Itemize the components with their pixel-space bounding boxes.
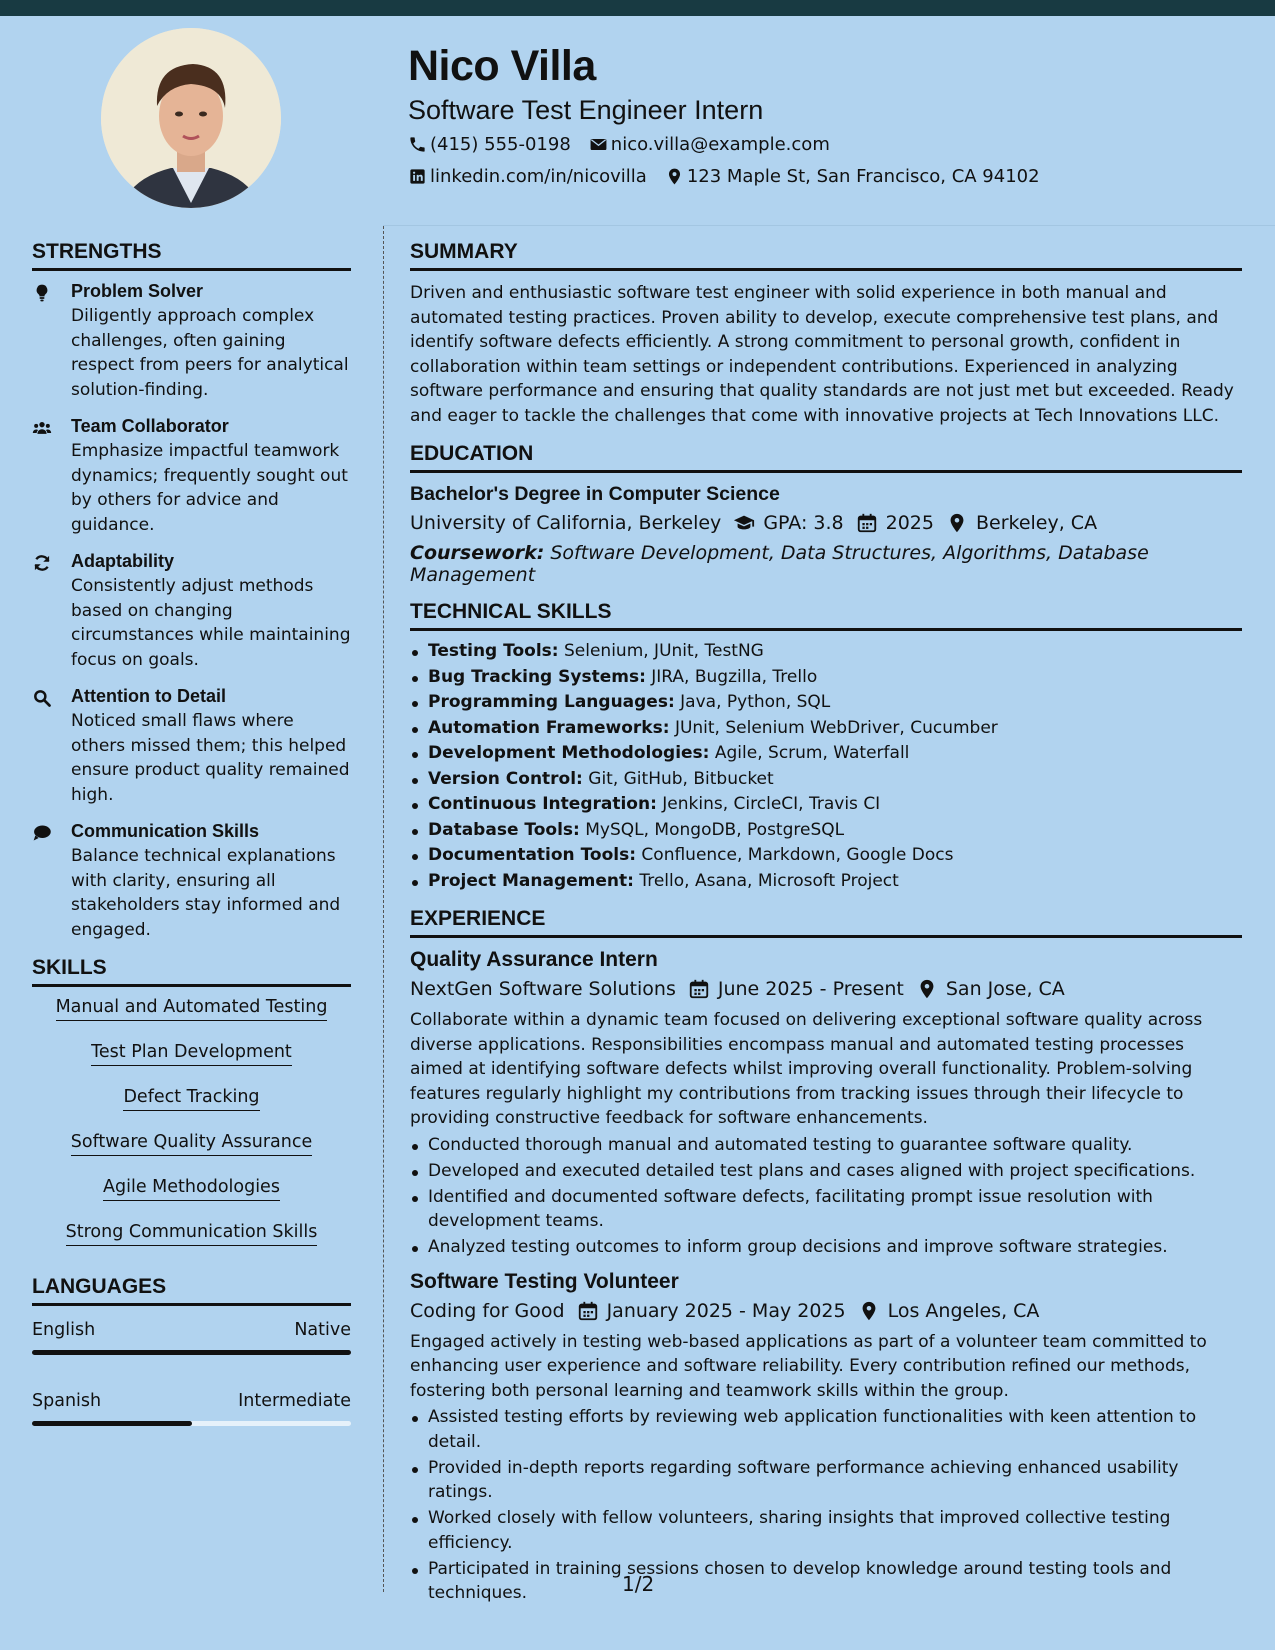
skill-tag: Test Plan Development (91, 1042, 292, 1066)
technical-skill-value: Confluence, Markdown, Google Docs (641, 845, 954, 865)
calendar-icon (577, 1300, 599, 1322)
technical-skill-value: JIRA, Bugzilla, Trello (651, 666, 818, 687)
technical-skills-heading: TECHNICAL SKILLS (410, 600, 1242, 631)
strength-desc: Noticed small flaws where others missed them; this helped ensure product quality remained high. (71, 711, 350, 805)
technical-skill-label: Testing Tools: (428, 641, 559, 661)
strengths-heading: STRENGTHS (32, 240, 351, 271)
profile-photo (101, 28, 281, 208)
technical-skill-item (410, 869, 1242, 894)
job-meta (410, 1300, 1242, 1322)
summary-text: Driven and enthusiastic software test engineer with solid experience in both manual and automated testing practices. Proven ability to develop, execute comprehensive test plans, and identify software defects efficiently. A strong commitment to personal growth, confident in collaboration within team settings or independent contributions. Experienced in analyzing software performance and ensuring that quality standards are not just met but exceeded. Ready and eager to tackle the challenges that come with innovative projects at Tech Innovations LLC. (410, 283, 1234, 426)
job-bullet: Identified and documented software defects, facilitating prompt issue resolution with development teams. (410, 1185, 1242, 1234)
technical-skills-list (410, 639, 1242, 893)
strength-item (32, 686, 351, 807)
calendar-icon (856, 512, 878, 534)
skills-heading: SKILLS (32, 956, 351, 987)
school-location: Berkeley, CA (975, 512, 1098, 534)
job-bullet: Conducted thorough manual and automated testing to guarantee software quality. (410, 1133, 1242, 1158)
strength-desc: Emphasize impactful teamwork dynamics; frequently sought out by others for advice and guidance. (71, 441, 348, 535)
lightbulb-icon (32, 281, 71, 402)
job-bullets (410, 1405, 1242, 1606)
technical-skill-value: Trello, Asana, Microsoft Project (639, 870, 899, 891)
phone-text[interactable]: (415) 555-0198 (430, 134, 571, 155)
coursework-text: Software Development, Data Structures, Algorithms, Database Management (410, 542, 1149, 586)
job-bullet: Provided in-depth reports regarding software performance achieving enhanced usability ratings. (410, 1456, 1242, 1505)
language-name: English (32, 1320, 96, 1340)
skill-tag: Software Quality Assurance (71, 1132, 313, 1156)
graduation-year: 2025 (885, 512, 934, 534)
degree-title: Bachelor's Degree in Computer Science (410, 483, 780, 505)
envelope-icon (589, 135, 608, 154)
technical-skill-value: Java, Python, SQL (680, 692, 831, 712)
job-dates: January 2025 - May 2025 (606, 1299, 846, 1322)
skill-item (32, 1087, 351, 1132)
job-bullet: Developed and executed detailed test plans and cases aligned with project specifications. (410, 1159, 1242, 1184)
technical-skill-item (410, 690, 1242, 715)
skill-item (32, 1132, 351, 1177)
technical-skill-item (410, 741, 1242, 766)
job-title: Software Testing Volunteer (410, 1269, 679, 1293)
job-description: Collaborate within a dynamic team focused on delivering exceptional software quality across diverse applications. Responsibilities encompass manual and automated testing processes aimed at identifying software defects whilst improving overall functionality. Problem-solving features regularly highlight my contributions from tracking issues through their lifecycle to providing constructive feedback for software enhancements. (410, 1010, 1203, 1128)
technical-skill-item (410, 792, 1242, 817)
strength-desc: Balance technical explanations with clarity, ensuring all stakeholders stay informed and engaged. (71, 846, 341, 940)
job-description: Engaged actively in testing web-based applications as part of a volunteer team committed to enhancing user experience and software reliability. Every contribution refined our methods, fostering both personal learning and teamwork skills within the group. (410, 1331, 1207, 1401)
technical-skill-label: Version Control: (428, 768, 583, 789)
company-name: NextGen Software Solutions (410, 978, 676, 1000)
technical-skills-section (410, 600, 1242, 893)
job-entry (410, 1270, 1242, 1606)
map-pin-icon (858, 1300, 880, 1322)
strength-title: Communication Skills (71, 821, 260, 841)
language-level: Native (294, 1320, 351, 1340)
job-bullet: Participated in training sessions chosen to develop knowledge around testing tools and techniques. (410, 1557, 1242, 1606)
technical-skill-item (410, 716, 1242, 741)
skill-tag: Strong Communication Skills (66, 1222, 318, 1246)
skill-item (32, 1222, 351, 1267)
school-name: University of California, Berkeley (410, 512, 722, 534)
top-bar (0, 0, 1275, 16)
strength-title: Problem Solver (71, 281, 204, 301)
job-title: Quality Assurance Intern (410, 948, 658, 971)
strength-item (32, 416, 351, 537)
technical-skill-value: MySQL, MongoDB, PostgreSQL (585, 819, 845, 840)
job-bullet: Worked closely with fellow volunteers, sharing insights that improved collective testing efficiency. (410, 1506, 1242, 1555)
job-entry (410, 948, 1242, 1260)
skills-list (32, 997, 351, 1267)
job-meta (410, 978, 1242, 1000)
strength-title: Attention to Detail (71, 686, 226, 706)
right-column (410, 240, 1242, 1620)
technical-skill-value: JUnit, Selenium WebDriver, Cucumber (674, 717, 998, 738)
strengths-list (32, 281, 351, 942)
technical-skill-label: Documentation Tools: (428, 845, 637, 865)
language-level: Intermediate (238, 1391, 351, 1411)
technical-skill-item (410, 767, 1242, 792)
jobs-list (410, 948, 1242, 1606)
education-heading: EDUCATION (410, 442, 1242, 473)
email-text[interactable]: nico.villa@example.com (610, 134, 830, 155)
education-meta (410, 512, 1242, 534)
language-item (32, 1391, 351, 1426)
page-number: 1/2 (622, 1572, 655, 1596)
language-name: Spanish (32, 1391, 102, 1411)
column-divider (383, 226, 384, 1592)
search-icon (32, 686, 71, 807)
technical-skill-value: Git, GitHub, Bitbucket (588, 768, 774, 789)
education-section (410, 442, 1242, 586)
coursework-label: Coursework: (410, 542, 545, 564)
job-dates: June 2025 - Present (717, 978, 904, 1000)
technical-skill-label: Bug Tracking Systems: (428, 666, 646, 687)
job-location: San Jose, CA (945, 978, 1065, 1000)
email-contact (589, 134, 830, 155)
strength-title: Adaptability (71, 551, 175, 571)
job-bullet: Assisted testing efforts by reviewing web application functionalities with keen attention to detail. (410, 1405, 1242, 1454)
technical-skill-item (410, 843, 1242, 868)
technical-skill-item (410, 818, 1242, 843)
job-location: Los Angeles, CA (887, 1299, 1040, 1322)
address-contact (665, 166, 1040, 187)
linkedin-contact (408, 166, 647, 187)
languages-list (32, 1320, 351, 1426)
summary-heading: SUMMARY (410, 240, 1242, 271)
skill-item (32, 1042, 351, 1087)
technical-skill-label: Programming Languages: (428, 692, 675, 712)
calendar-icon (688, 978, 710, 1000)
skill-item (32, 1177, 351, 1222)
address-text: 123 Maple St, San Francisco, CA 94102 (686, 166, 1040, 187)
strength-desc: Diligently approach complex challenges, often gaining respect from peers for analytical solution-finding. (71, 306, 349, 400)
experience-section (410, 907, 1242, 1606)
strength-item (32, 821, 351, 942)
experience-heading: EXPERIENCE (410, 907, 1242, 938)
map-pin-icon (916, 978, 938, 1000)
job-bullet: Analyzed testing outcomes to inform group decisions and improve software strategies. (410, 1235, 1242, 1260)
skill-tag: Agile Methodologies (103, 1177, 280, 1201)
technical-skill-label: Development Methodologies: (428, 743, 710, 763)
language-proficiency-bar (32, 1421, 351, 1426)
linkedin-icon (408, 167, 427, 186)
technical-skill-label: Automation Frameworks: (428, 717, 670, 738)
graduation-cap-icon (733, 512, 755, 534)
summary-section (410, 240, 1242, 428)
strength-desc: Consistently adjust methods based on changing circumstances while maintaining focus on goals. (71, 576, 351, 670)
skill-item (32, 997, 351, 1042)
language-proficiency-fill (32, 1350, 351, 1355)
language-proficiency-bar (32, 1350, 351, 1355)
gpa-text: GPA: 3.8 (763, 512, 844, 534)
job-bullets (410, 1133, 1242, 1260)
strength-title: Team Collaborator (71, 416, 229, 436)
skill-tag: Manual and Automated Testing (56, 997, 328, 1021)
technical-skill-value: Selenium, JUnit, TestNG (563, 641, 764, 661)
technical-skill-label: Project Management: (428, 870, 634, 891)
technical-skill-value: Jenkins, CircleCI, Travis CI (662, 794, 881, 814)
strength-item (32, 551, 351, 672)
technical-skill-item (410, 639, 1242, 664)
contact-row-2 (408, 166, 1058, 187)
sync-icon (32, 551, 71, 672)
language-proficiency-fill (32, 1421, 192, 1426)
candidate-name: Nico Villa (408, 42, 596, 90)
contact-row-1 (408, 134, 848, 155)
language-item (32, 1320, 351, 1355)
header-divider (383, 225, 1275, 226)
map-pin-icon (946, 512, 968, 534)
phone-contact (408, 134, 571, 155)
languages-heading: LANGUAGES (32, 1275, 351, 1306)
technical-skill-label: Continuous Integration: (428, 794, 657, 814)
technical-skill-label: Database Tools: (428, 819, 580, 840)
skill-tag: Defect Tracking (123, 1087, 259, 1111)
comment-icon (32, 821, 71, 942)
technical-skill-value: Agile, Scrum, Waterfall (714, 743, 910, 763)
company-name: Coding for Good (410, 1299, 565, 1322)
technical-skill-item (410, 665, 1242, 690)
phone-icon (408, 135, 427, 154)
left-column (32, 240, 351, 1462)
map-pin-icon (665, 167, 684, 186)
coursework (410, 542, 1242, 586)
users-icon (32, 416, 71, 537)
strength-item (32, 281, 351, 402)
candidate-title: Software Test Engineer Intern (408, 95, 764, 125)
linkedin-text[interactable]: linkedin.com/in/nicovilla (430, 166, 647, 187)
